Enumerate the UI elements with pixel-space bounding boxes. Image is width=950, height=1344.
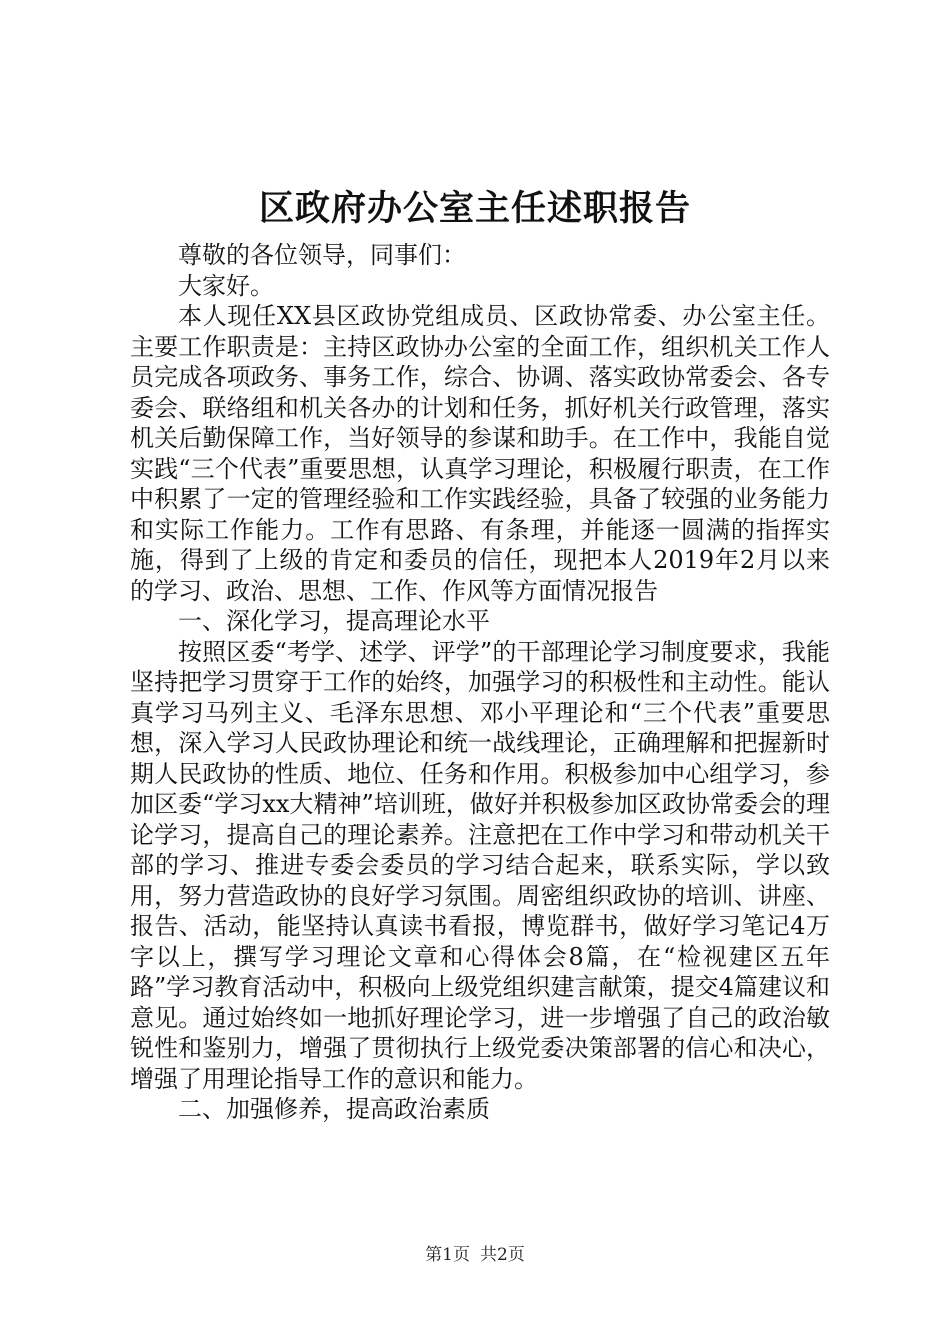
document-title: 区政府办公室主任述职报告 — [258, 188, 691, 229]
page-footer — [0, 1243, 950, 1267]
section-heading-1: 一、深化学习，提高理论水平 — [178, 607, 490, 635]
section-heading-2: 二、加强修养，提高政治素质 — [178, 1095, 490, 1123]
section-1-paragraph: 按照区委“考学、述学、评学”的干部理论学习制度要求，我能坚持把学习贯穿于工作的始终，加强学习的积极性和主动性。能认真学习马列主义、毛泽东思想、邓小平理论和“三个代表”重要思想，深入学习人民政协理论和统一战线理论，正确理解和把握新时期人民政协的性质、地位、任务和作用。积极参加中心组学习，参加区委“学习xx大精神”培训班，做好并积极参加区政协常委会的理论学习，提高自己的理论素养。注意把在工作中学习和带动机关干部的学习、推进专委会委员的学习结合起来，联系实际，学以致用，努力营造政协的良好学习氛围。周密组织政协的培训、讲座、报告、活动，能坚持认真读书看报，博览群书，做好学习笔记4万字以上，撰写学习理论文章和心得体会8篇，在“检视建区五年路”学习教育活动中，积极向上级党组织建言献策，提交4篇建议和意见。通过始终如一地抓好理论学习，进一步增强了自己的政治敏锐性和鉴别力，增强了贯彻执行上级党委决策部署的信心和决心，增强了用理论指导工作的意识和能力。 — [130, 637, 830, 1093]
page-number: 第1页 — [425, 1245, 470, 1265]
document-body — [130, 240, 830, 1125]
page-total: 共2页 — [480, 1245, 525, 1265]
salutation: 尊敬的各位领导，同事们： — [178, 241, 466, 269]
intro-paragraph: 本人现任XX县区政协党组成员、区政协常委、办公室主任。主要工作职责是：主持区政协办公室的全面工作，组织机关工作人员完成各项政务、事务工作，综合、协调、落实政协常委会、各专委会、联络组和机关各办的计划和任务，抓好机关行政管理，落实机关后勤保障工作，当好领导的参谋和助手。在工作中，我能自觉实践“三个代表”重要思想，认真学习理论，积极履行职责，在工作中积累了一定的管理经验和工作实践经验，具备了较强的业务能力和实际工作能力。工作有思路、有条理，并能逐一圆满的指挥实施，得到了上级的肯定和委员的信任，现把本人2019年2月以来的学习、政治、思想、工作、作风等方面情况报告 — [130, 302, 830, 605]
greeting: 大家好。 — [178, 271, 274, 300]
